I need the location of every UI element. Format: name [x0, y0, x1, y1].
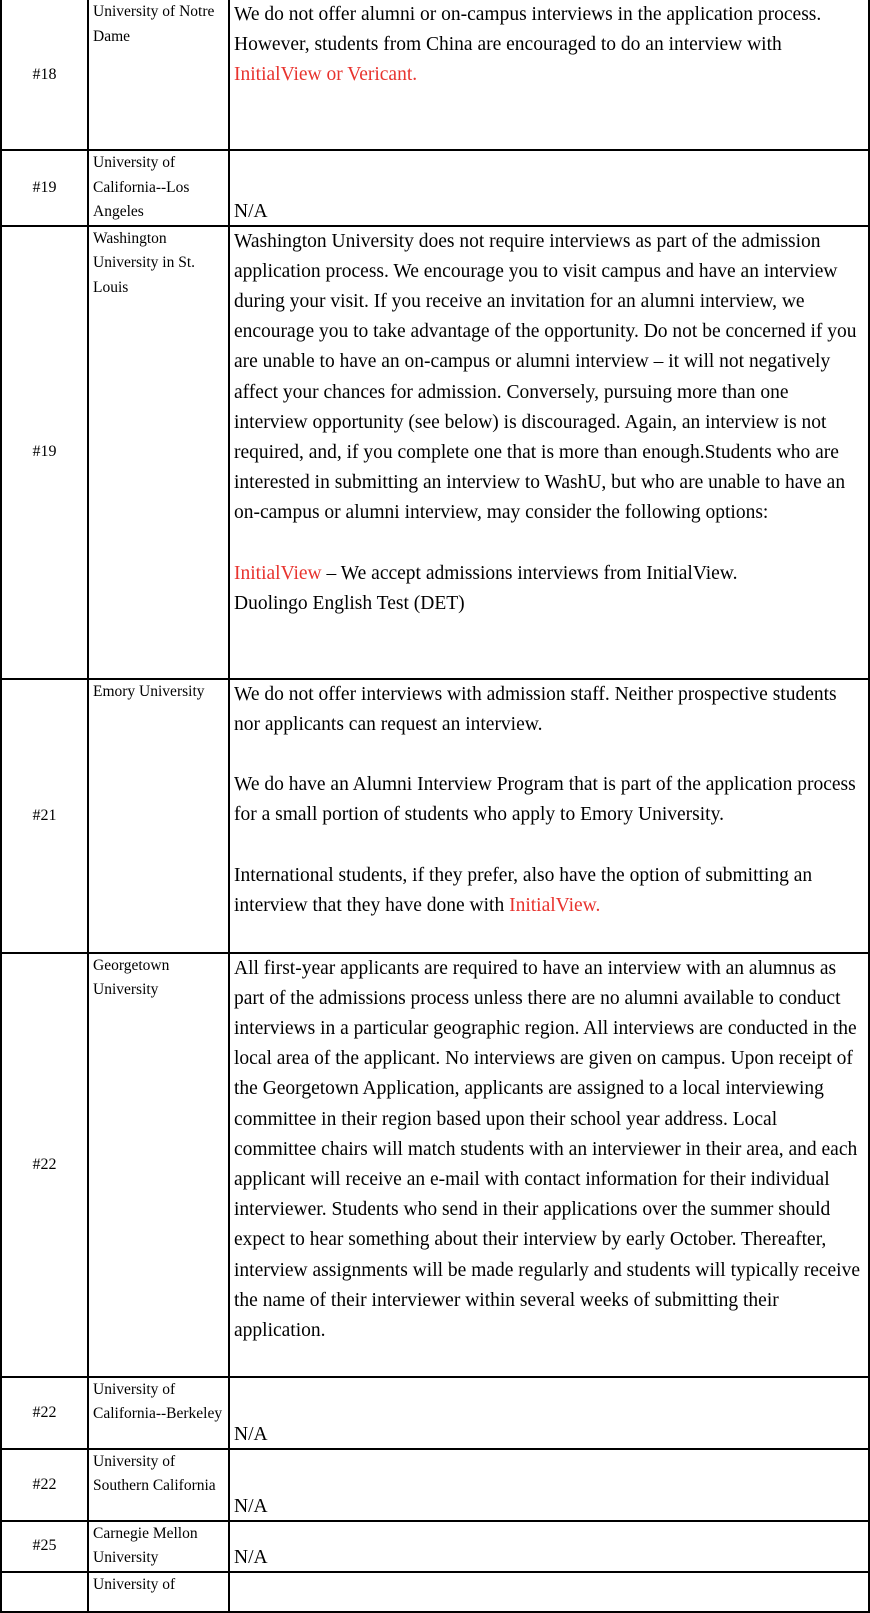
rank-cell: #19	[1, 226, 88, 679]
school-cell: University of	[88, 1572, 229, 1612]
school-cell: University of Notre Dame	[88, 0, 229, 150]
table-row	[1, 1572, 869, 1612]
table-row	[1, 1521, 869, 1572]
initialview-link[interactable]: InitialView.	[509, 894, 601, 916]
school-cell: Carnegie Mellon University	[88, 1521, 229, 1572]
table-row	[1, 953, 869, 1377]
description-text: International students, if they prefer, also have the option of submitting an interview that they have done with	[234, 864, 813, 916]
description-text: – We accept admissions interviews from InitialView.	[321, 562, 738, 584]
rank-cell: #22	[1, 1449, 88, 1521]
description-cell	[229, 679, 869, 953]
rank-cell: #22	[1, 953, 88, 1377]
description-text: We do not offer interviews with admission staff. Neither prospective students nor applicants can request an interview.	[234, 683, 837, 735]
description-cell: N/A	[229, 1449, 869, 1521]
description-text	[234, 861, 864, 921]
table-row	[1, 679, 869, 953]
description-cell	[229, 0, 869, 150]
school-cell: University of Southern California	[88, 1449, 229, 1521]
description-cell: N/A	[229, 1521, 869, 1572]
description-cell: N/A	[229, 150, 869, 226]
school-cell: University of California--Los Angeles	[88, 150, 229, 226]
rank-cell: #21	[1, 679, 88, 953]
initialview-link[interactable]: InitialView	[234, 562, 322, 584]
description-text: Washington University does not require interviews as part of the admission application process. We encourage you to visit campus and have an interview during your visit. If you receive an invitation for an alumni interview, we encourage you to take advantage of the opportunity. Do not be concerned if you are unable to have an on-campus or alumni interview – it will not negatively affect your chances for admission. Conversely, pursuing more than one interview opportunity (see below) is discouraged. Again, an interview is not required, and, if you complete one that is more than enough.Students who are interested in submitting an interview to WashU, but who are unable to have an on-campus or alumni interview, may consider the following options:	[234, 230, 857, 524]
table-row	[1, 226, 869, 679]
description-text: Duolingo English Test (DET)	[234, 592, 465, 614]
description-text: We do not offer alumni or on-campus interviews in the application process. However, students from China are encouraged to do an interview with	[234, 4, 822, 56]
rank-cell: #18	[1, 0, 88, 150]
rank-cell: #22	[1, 1377, 88, 1449]
description-cell	[229, 226, 869, 679]
school-cell: University of California--Berkeley	[88, 1377, 229, 1449]
school-cell: Emory University	[88, 679, 229, 953]
school-cell: Georgetown University	[88, 953, 229, 1377]
rank-cell: #19	[1, 150, 88, 226]
description-text	[234, 559, 864, 589]
table-row	[1, 0, 869, 150]
rank-cell: #25	[1, 1521, 88, 1572]
initialview-link[interactable]: InitialView or Vericant.	[234, 64, 418, 86]
table-row	[1, 150, 869, 226]
description-cell	[229, 1572, 869, 1612]
description-cell: N/A	[229, 1377, 869, 1449]
description-cell: All first-year applicants are required to have an interview with an alumnus as part of the admissions process unless there are no alumni available to conduct interviews in a particular geographic region. All interviews are conducted in the local area of the applicant. No interviews are given on campus. Upon receipt of the Georgetown Application, applicants are assigned to a local interviewing committee in their region based upon their school year address. Local committee chairs will match students with an interviewer in their area, and each applicant will receive an e-mail with contact information for their individual interviewer. Students who send in their applications over the summer should expect to hear something about their interview by early October. Thereafter, interview assignments will be made regularly and students will typically receive the name of their interviewer within several weeks of submitting their application.	[229, 953, 869, 1377]
rank-cell	[1, 1572, 88, 1612]
table-row	[1, 1449, 869, 1521]
table-row	[1, 1377, 869, 1449]
school-cell: Washington University in St. Louis	[88, 226, 229, 679]
description-text: We do have an Alumni Interview Program that is part of the application process for a small portion of students who apply to Emory University.	[234, 774, 856, 826]
